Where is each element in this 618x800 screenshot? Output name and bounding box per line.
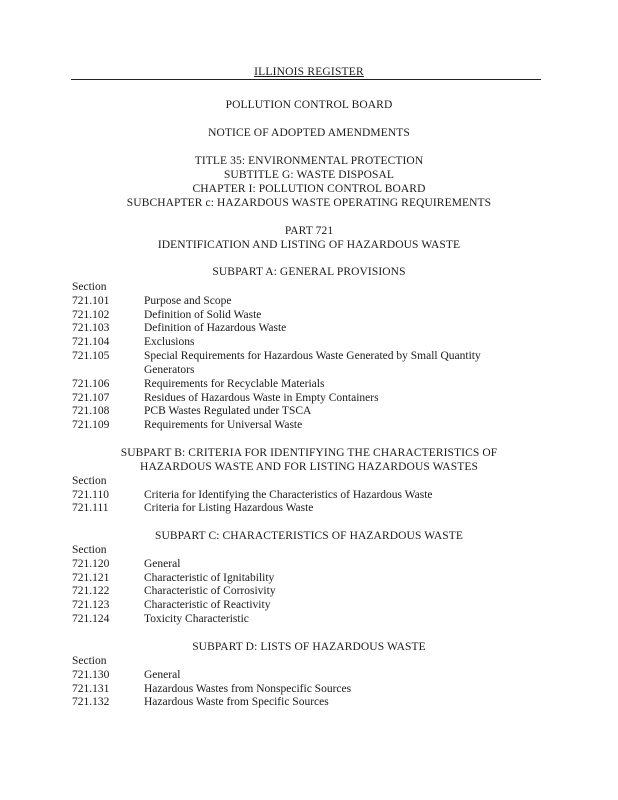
part-name: IDENTIFICATION AND LISTING OF HAZARDOUS WASTE bbox=[157, 239, 461, 251]
subpart-heading: SUBPART D: LISTS OF HAZARDOUS WASTE bbox=[192, 641, 426, 653]
section-number: 721.111 bbox=[72, 502, 109, 514]
section-title: PCB Wastes Regulated under TSCA bbox=[144, 405, 312, 417]
subchapter-line: SUBCHAPTER c: HAZARDOUS WASTE OPERATING REQUIREMENTS bbox=[126, 197, 492, 209]
section-label: Section bbox=[72, 544, 107, 556]
section-number: 721.120 bbox=[72, 558, 110, 570]
section-title: General bbox=[144, 558, 181, 570]
subtitle-line: SUBTITLE G: WASTE DISPOSAL bbox=[223, 169, 395, 181]
notice-title: NOTICE OF ADOPTED AMENDMENTS bbox=[208, 127, 410, 139]
section-title: Hazardous Wastes from Nonspecific Sources bbox=[144, 683, 352, 695]
section-title: Requirements for Recyclable Materials bbox=[144, 378, 325, 390]
section-title-continuation: Generators bbox=[144, 364, 195, 376]
section-title: Requirements for Universal Waste bbox=[144, 419, 303, 431]
section-title: Residues of Hazardous Waste in Empty Containers bbox=[144, 392, 379, 404]
part-number: PART 721 bbox=[284, 225, 334, 237]
section-number: 721.122 bbox=[72, 585, 110, 597]
section-title: Exclusions bbox=[144, 336, 195, 348]
section-title: Toxicity Characteristic bbox=[144, 613, 249, 625]
section-number: 721.123 bbox=[72, 599, 110, 611]
header-rule bbox=[71, 79, 541, 80]
chapter-line: CHAPTER I: POLLUTION CONTROL BOARD bbox=[192, 183, 426, 195]
section-number: 721.107 bbox=[72, 392, 110, 404]
section-number: 721.132 bbox=[72, 696, 110, 708]
subpart-heading: SUBPART B: CRITERIA FOR IDENTIFYING THE CHARACTERISTICS OF bbox=[120, 447, 498, 459]
section-title: General bbox=[144, 669, 181, 681]
section-title: Definition of Hazardous Waste bbox=[144, 322, 287, 334]
title-line: TITLE 35: ENVIRONMENTAL PROTECTION bbox=[194, 155, 424, 167]
section-number: 721.106 bbox=[72, 378, 110, 390]
subpart-heading: SUBPART C: CHARACTERISTICS OF HAZARDOUS WASTE bbox=[154, 530, 464, 542]
subpart-heading-continuation: HAZARDOUS WASTE AND FOR LISTING HAZARDOUS WASTES bbox=[140, 461, 478, 473]
section-title: Purpose and Scope bbox=[144, 295, 232, 307]
section-number: 721.108 bbox=[72, 405, 110, 417]
section-title: Characteristic of Reactivity bbox=[144, 599, 271, 611]
subpart-heading: SUBPART A: GENERAL PROVISIONS bbox=[212, 266, 406, 278]
section-number: 721.101 bbox=[72, 295, 110, 307]
section-title: Criteria for Listing Hazardous Waste bbox=[144, 502, 314, 514]
agency-name: POLLUTION CONTROL BOARD bbox=[225, 99, 393, 111]
section-title: Criteria for Identifying the Characteristics of Hazardous Waste bbox=[144, 489, 433, 501]
section-title: Characteristic of Ignitability bbox=[144, 572, 275, 584]
section-number: 721.104 bbox=[72, 336, 110, 348]
section-title: Characteristic of Corrosivity bbox=[144, 585, 276, 597]
section-number: 721.102 bbox=[72, 309, 110, 321]
section-title: Hazardous Waste from Specific Sources bbox=[144, 696, 329, 708]
register-header: ILLINOIS REGISTER bbox=[254, 66, 364, 78]
section-label: Section bbox=[72, 475, 107, 487]
section-label: Section bbox=[72, 281, 107, 293]
section-number: 721.130 bbox=[72, 669, 110, 681]
section-number: 721.109 bbox=[72, 419, 110, 431]
section-title: Definition of Solid Waste bbox=[144, 309, 262, 321]
section-number: 721.103 bbox=[72, 322, 110, 334]
section-number: 721.131 bbox=[72, 683, 110, 695]
section-number: 721.121 bbox=[72, 572, 110, 584]
section-number: 721.110 bbox=[72, 489, 109, 501]
section-number: 721.124 bbox=[72, 613, 110, 625]
section-number: 721.105 bbox=[72, 350, 110, 362]
section-label: Section bbox=[72, 655, 107, 667]
section-title: Special Requirements for Hazardous Waste Generated by Small Quantity bbox=[144, 350, 481, 362]
